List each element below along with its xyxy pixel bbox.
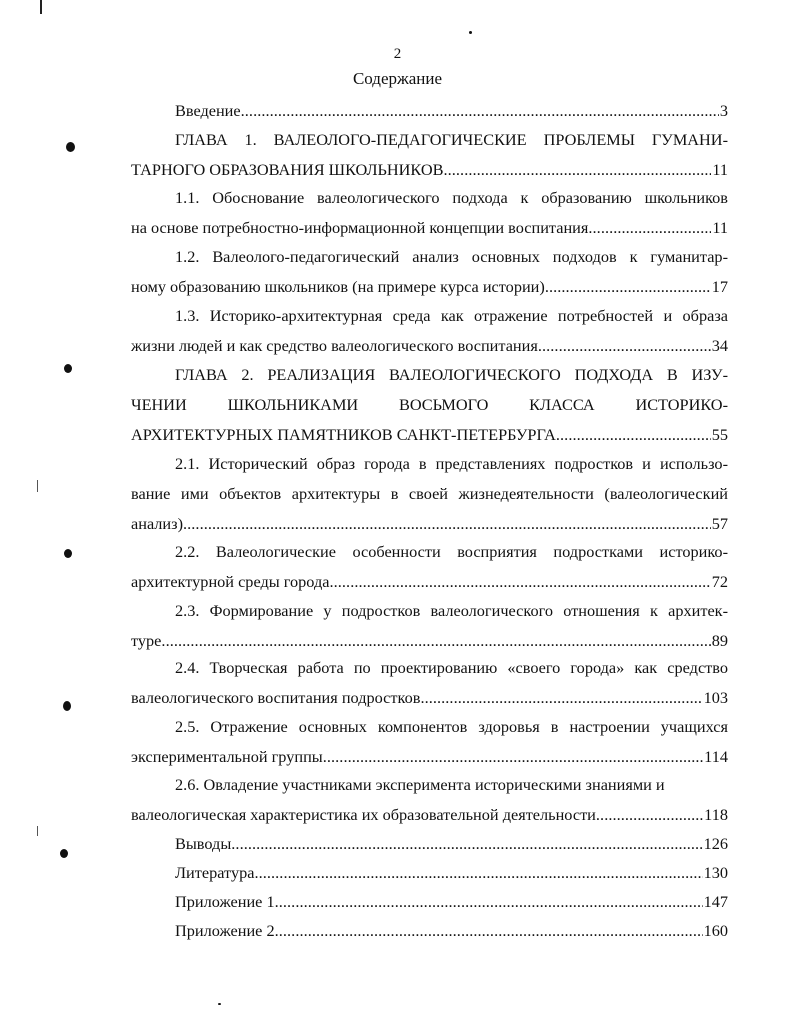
toc-entry-text: туре [131, 631, 162, 650]
dot-leader [231, 829, 702, 859]
toc-page-number: 3 [719, 101, 728, 120]
toc-entry-section-1-2 [131, 242, 728, 302]
toc-line: 1.2. Валеолого-педагогический анализ основных подходов к гуманитар- [175, 247, 728, 266]
toc-page-number: 130 [703, 863, 728, 882]
toc-entry-references [131, 858, 728, 888]
toc-entry-section-2-3 [131, 596, 728, 656]
toc-line [131, 858, 728, 888]
punch-mark [66, 142, 75, 152]
toc-line [131, 742, 728, 772]
punch-mark [64, 364, 72, 373]
toc-page-number: 11 [712, 160, 728, 179]
toc-page-number: 17 [711, 277, 728, 296]
toc-page-number: 114 [704, 747, 728, 766]
toc-line: ЧЕНИИ ШКОЛЬНИКАМИ ВОСЬМОГО КЛАССА ИСТОРИКО- [131, 395, 728, 414]
toc-line [131, 800, 728, 830]
dot-leader [183, 509, 711, 539]
toc-page-number: 126 [703, 834, 728, 853]
toc-entry-chapter-1 [131, 125, 728, 185]
toc-line [131, 626, 728, 656]
toc-line: 2.3. Формирование у подростков валеологического отношения к архитек- [175, 601, 728, 620]
margin-rule [40, 0, 42, 14]
toc-line [131, 272, 728, 302]
scan-mark [37, 480, 38, 492]
toc-line [131, 887, 728, 917]
toc-page-number: 89 [711, 631, 728, 650]
toc-line [131, 509, 728, 539]
toc-page-number: 118 [704, 805, 728, 824]
toc-entry-text: на основе потребностно-информационной концепции воспитания [131, 218, 589, 237]
toc-entry-text: архитектурной среды города [131, 572, 330, 591]
toc-entry-text: ТАРНОГО ОБРАЗОВАНИЯ ШКОЛЬНИКОВ [131, 160, 444, 179]
toc-page-number: 34 [711, 336, 728, 355]
toc-line: 2.2. Валеологические особенности восприятия подростками историко- [175, 542, 728, 561]
toc-entry-section-2-6 [131, 770, 728, 830]
punch-mark [64, 549, 72, 558]
dot-leader [420, 683, 702, 713]
toc-page-number: 11 [712, 218, 728, 237]
toc-line: ГЛАВА 2. РЕАЛИЗАЦИЯ ВАЛЕОЛОГИЧЕСКОГО ПОДХОДА В ИЗУ- [175, 365, 728, 384]
toc-entry-text: валеологического воспитания подростков [131, 688, 421, 707]
toc-line [131, 683, 728, 713]
toc-entry-text: Выводы [175, 834, 232, 853]
toc-entry-text: Литература [175, 863, 255, 882]
toc-page-number: 72 [711, 572, 728, 591]
scan-speck [218, 1003, 221, 1005]
toc-page-number: 57 [711, 514, 728, 533]
toc-line [131, 96, 728, 126]
toc-entry-text: Приложение 2 [175, 921, 275, 940]
toc-entry-section-2-4 [131, 653, 728, 713]
dot-leader [254, 858, 702, 888]
toc-line [131, 331, 728, 361]
toc-line: 2.5. Отражение основных компонентов здоровья в настроении учащихся [175, 717, 728, 736]
dot-leader [275, 916, 703, 946]
dot-leader [323, 742, 703, 772]
toc-entry-section-1-3 [131, 301, 728, 361]
punch-mark [63, 701, 71, 711]
toc-line [131, 213, 728, 243]
toc-page-number: 103 [703, 688, 728, 707]
toc-entry-conclusions [131, 829, 728, 859]
toc-line [131, 420, 728, 450]
dot-leader [241, 96, 719, 126]
dot-leader [588, 213, 711, 243]
toc-entry-section-2-1 [131, 449, 728, 539]
toc-line: 2.1. Исторический образ города в представлениях подростков и использо- [175, 454, 728, 473]
toc-entry-text: жизни людей и как средство валеологического воспитания [131, 336, 538, 355]
toc-page-number: 55 [711, 425, 728, 444]
toc-entry-text: АРХИТЕКТУРНЫХ ПАМЯТНИКОВ САНКТ-ПЕТЕРБУРГА [131, 425, 556, 444]
toc-line [131, 567, 728, 597]
toc-entry-appendix-1 [131, 887, 728, 917]
scan-mark [37, 826, 38, 836]
toc-line: 1.3. Историко-архитектурная среда как отражение потребностей и образа [175, 306, 728, 325]
toc-entry-section-1-1 [131, 183, 728, 243]
toc-line [131, 829, 728, 859]
toc-entry-text: экспериментальной группы [131, 747, 323, 766]
toc-entry-chapter-2 [131, 360, 728, 450]
toc-line [131, 916, 728, 946]
toc-line: ГЛАВА 1. ВАЛЕОЛОГО-ПЕДАГОГИЧЕСКИЕ ПРОБЛЕМЫ ГУМАНИ- [175, 130, 728, 149]
toc-entry-text: Введение [175, 101, 241, 120]
dot-leader [275, 887, 703, 917]
toc-line: 2.4. Творческая работа по проектированию «своего города» как средство [175, 658, 728, 677]
toc-entry-section-2-2 [131, 537, 728, 597]
toc-page-number: 160 [703, 921, 728, 940]
toc-line: 2.6. Овладение участниками эксперимента историческими знаниями и [175, 775, 665, 794]
toc-entry-section-2-5 [131, 712, 728, 772]
dot-leader [443, 155, 711, 185]
dot-leader [556, 420, 711, 450]
toc-entry-appendix-2 [131, 916, 728, 946]
toc-entry-text: анализ) [131, 514, 183, 533]
punch-mark [60, 849, 68, 858]
toc-page-number: 147 [703, 892, 728, 911]
dot-leader [538, 331, 711, 361]
page-number: 2 [393, 46, 402, 62]
dot-leader [545, 272, 711, 302]
toc-entry-text: ному образованию школьников (на примере курса истории) [131, 277, 545, 296]
toc-entry-text: валеологическая характеристика их образовательной деятельности [131, 805, 596, 824]
toc-title: Содержание [352, 69, 443, 88]
toc-line [131, 155, 728, 185]
toc-entry-introduction [131, 96, 728, 126]
dot-leader [329, 567, 710, 597]
scan-speck [469, 31, 472, 34]
dot-leader [161, 626, 710, 656]
dot-leader [596, 800, 703, 830]
toc-line: вание ими объектов архитектуры в своей жизнедеятельности (валеологический [131, 484, 728, 503]
toc-entry-text: Приложение 1 [175, 892, 275, 911]
toc-line: 1.1. Обоснование валеологического подхода к образованию школьников [175, 188, 728, 207]
